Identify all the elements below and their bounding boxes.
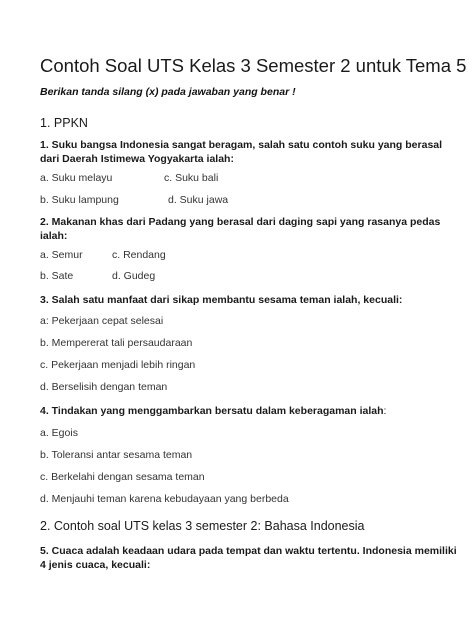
question-2-option-b: b. Sate	[40, 270, 74, 282]
question-4-option-c: c. Berkelahi dengan sesama teman	[40, 471, 205, 483]
question-3-option-d: d. Berselisih dengan teman	[40, 381, 168, 393]
question-3-option-c: c. Pekerjaan menjadi lebih ringan	[40, 359, 196, 371]
question-3-option-a: a: Pekerjaan cepat selesai	[40, 315, 164, 327]
question-1: 1. Suku bangsa Indonesia sangat beragam, salah satu contoh suku yang berasal dari Daerah Istimewa Yogyakarta ialah:	[40, 139, 443, 165]
question-3-option-b: b. Mempererat tali persaudaraan	[40, 337, 193, 349]
question-4	[40, 404, 460, 418]
question-1-option-c: c. Suku bali	[164, 172, 219, 184]
question-1-option-a: a. Suku melayu	[40, 172, 113, 184]
question-2-option-a: a. Semur	[40, 249, 83, 261]
question-2-option-c: c. Rendang	[112, 249, 166, 261]
page-title: Contoh Soal UTS Kelas 3 Semester 2 untuk Tema 5	[40, 55, 467, 76]
question-4-suffix: :	[383, 405, 387, 417]
question-1-option-b: b. Suku lampung	[40, 194, 119, 206]
question-3: 3. Salah satu manfaat dari sikap membantu sesama teman ialah, kecuali:	[40, 294, 403, 306]
question-2: 2. Makanan khas dari Padang yang berasal dari daging sapi yang rasanya pedas ialah:	[40, 216, 441, 242]
instruction-text: Berikan tanda silang (x) pada jawaban yang benar !	[40, 86, 296, 98]
question-4-option-b: b. Toleransi antar sesama teman	[40, 449, 193, 461]
question-4-text: 4. Tindakan yang menggambarkan bersatu dalam keberagaman ialah	[40, 405, 384, 417]
question-1-option-d: d. Suku jawa	[168, 194, 229, 206]
section-heading-ppkn: 1. PPKN	[40, 116, 88, 130]
question-4-option-a: a. Egois	[40, 427, 78, 439]
section-heading-bahasa-indonesia: 2. Contoh soal UTS kelas 3 semester 2: Bahasa Indonesia	[40, 519, 365, 533]
question-5: 5. Cuaca adalah keadaan udara pada tempat dan waktu tertentu. Indonesia memiliki 4 jenis cuaca, kecuali:	[40, 545, 457, 571]
question-4-option-d: d. Menjauhi teman karena kebudayaan yang berbeda	[40, 493, 289, 505]
question-2-option-d: d. Gudeg	[112, 270, 156, 282]
